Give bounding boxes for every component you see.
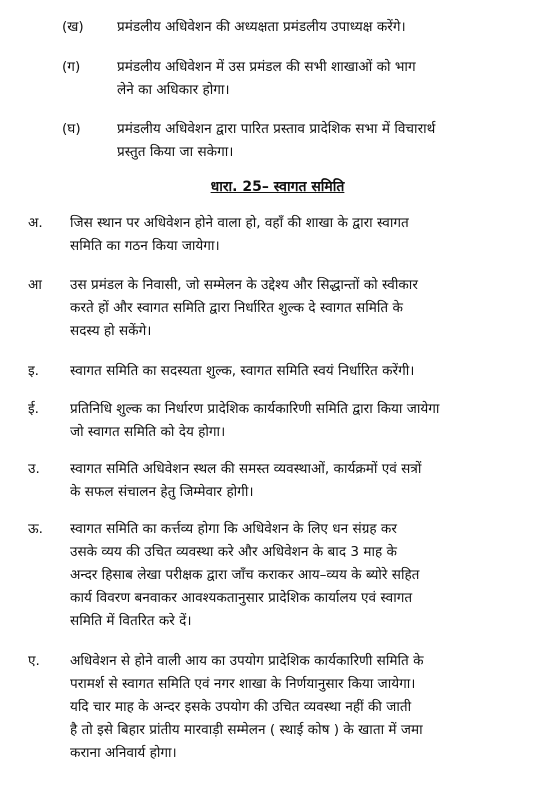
section-text [70, 398, 533, 444]
text-line: अन्दर हिसाब लेखा परीक्षक द्वारा जाँच कराकर आय–व्यय के ब्योरे सहित [70, 567, 420, 583]
section-marker: आ [28, 277, 42, 293]
text-line: कार्य विवरण बनवाकर आवश्यकतानुसार प्रादेशिक कार्यालय एवं स्वागत [70, 590, 413, 606]
section-marker: ऊ. [28, 521, 43, 537]
sub-item-text [117, 118, 535, 164]
sub-item-text [117, 16, 535, 39]
text-line: के सफल संचालन हेतु जिम्मेवार होगी। [70, 484, 254, 500]
text-line: परामर्श से स्वागत समिति एवं नगर शाखा के निर्णयानुसार किया जायेगा। [70, 676, 416, 692]
section-text [70, 650, 533, 765]
sub-item-marker: (ख) [62, 19, 84, 35]
text-line: है तो इसे बिहार प्रांतीय मारवाड़ी सम्मेलन ( स्थाई कोष ) के खाता में जमा [70, 722, 423, 738]
text-line: कराना अनिवार्य होगा। [70, 745, 177, 761]
text-line: सदस्य हो सकेंगे। [70, 323, 152, 339]
text-line: प्रमंडलीय अधिवेशन द्वारा पारित प्रस्ताव प्रादेशिक सभा में विचारार्थ [117, 121, 436, 137]
text-line: स्वागत समिति अधिवेशन स्थल की समस्त व्यवस्थाओं, कार्यक्रमों एवं सत्रों [70, 461, 422, 477]
text-line: उसके व्यय की उचित व्यवस्था करे और अधिवेशन के बाद 3 माह के [70, 544, 397, 560]
text-line: प्रमंडलीय अधिवेशन में उस प्रमंडल की सभी शाखाओं को भाग [117, 59, 416, 75]
text-line: लेने का अधिकार होगा। [117, 82, 230, 98]
text-line: जिस स्थान पर अधिवेशन होने वाला हो, वहाँ की शाखा के द्वारा स्वागत [70, 215, 409, 231]
section-text [70, 360, 533, 383]
text-line: समिति का गठन किया जायेगा। [70, 238, 220, 254]
section-text [70, 274, 533, 343]
section-marker: ए. [28, 653, 40, 669]
text-line: उस प्रमंडल के निवासी, जो सम्मेलन के उद्देश्य और सिद्धान्तों को स्वीकार [70, 277, 418, 293]
text-line: करते हों और स्वागत समिति द्वारा निर्धारित शुल्क दे स्वागत समिति के [70, 300, 403, 316]
sub-item-marker: (घ) [62, 121, 81, 137]
text-line: स्वागत समिति का कर्त्तव्य होगा कि अधिवेशन के लिए धन संग्रह कर [70, 521, 397, 537]
text-line: समिति में वितरित करे दें। [70, 613, 192, 629]
text-line: प्रस्तुत किया जा सकेगा। [117, 144, 234, 160]
text-line: प्रतिनिधि शुल्क का निर्धारण प्रादेशिक कार्यकारिणी समिति द्वारा किया जायेगा [70, 401, 440, 417]
text-line: स्वागत समिति का सदस्यता शुल्क, स्वागत समिति स्वयं निर्धारित करेंगी। [70, 363, 415, 379]
sub-item-text [117, 56, 535, 102]
section-marker: अ. [28, 215, 43, 231]
section-marker: ई. [28, 401, 39, 417]
text-line: अधिवेशन से होने वाली आय का उपयोग प्रादेशिक कार्यकारिणी समिति के [70, 653, 424, 669]
text-line: जो स्वागत समिति को देय होगा। [70, 424, 226, 440]
section-text [70, 212, 533, 258]
section-text [70, 458, 533, 504]
section-marker: इ. [28, 363, 39, 379]
section-marker: उ. [28, 461, 40, 477]
sub-item-marker: (ग) [62, 59, 81, 75]
section-text [70, 518, 533, 633]
text-line: प्रमंडलीय अधिवेशन की अध्यक्षता प्रमंडलीय उपाध्यक्ष करेंगे। [117, 19, 406, 35]
section-heading: धारा. 25– स्वागत समिति [210, 179, 345, 195]
text-line: यदि चार माह के अन्दर इसके उपयोग की उचित व्यवस्था नहीं की जाती [70, 699, 412, 715]
